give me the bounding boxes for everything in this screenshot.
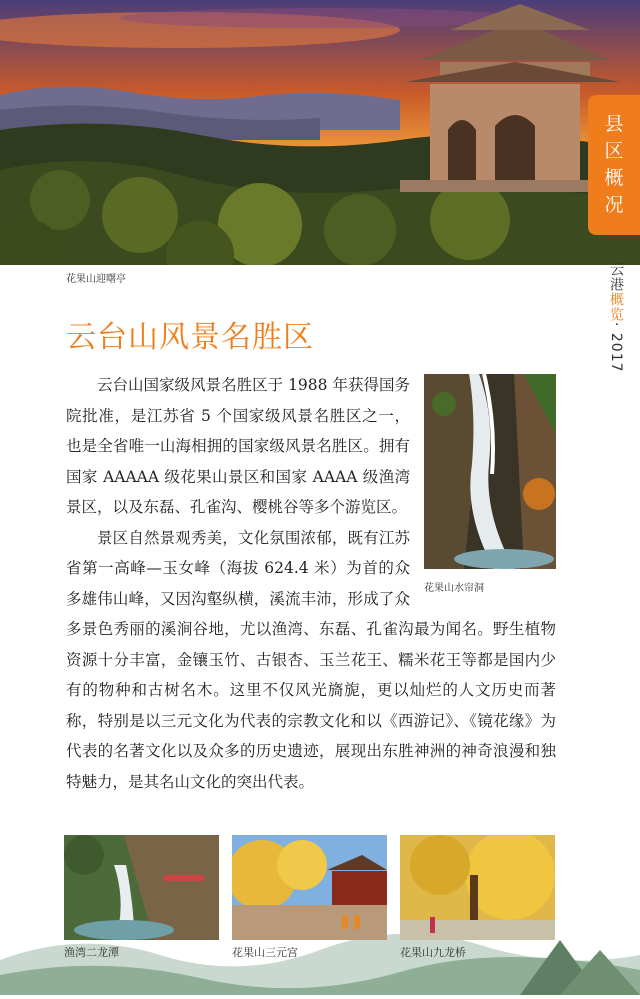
article-title: 云台山风景名胜区 — [66, 320, 314, 355]
hero-photo — [0, 0, 640, 265]
section-tab-char: 概 — [604, 167, 624, 189]
waterfall-photo-graphic — [424, 374, 556, 569]
thumbnail-erlongtan — [64, 835, 219, 940]
thumbnail-graphic — [64, 835, 219, 940]
article-paragraph: 云台山国家级风景名胜区于 1988 年获得国务院批准，是江苏省 5 个国家级风景名胜区之一，也是全省唯一山海相拥的国家级风景名胜区。拥有国家 AAAAA 级花果山景区和国家 AAAA 级渔湾景区，以及东磊、孔雀沟、樱桃谷等多个游览区。 — [66, 376, 410, 516]
thumbnail-jiulongqiao — [400, 835, 555, 940]
running-header-part: 云港 — [608, 262, 624, 292]
thumbnail-caption: 花果山九龙桥 — [400, 946, 466, 959]
waterfall-photo-caption: 花果山水帘洞 — [424, 583, 484, 594]
thumbnail-caption: 渔湾二龙潭 — [64, 946, 119, 959]
article-paragraph: 景区自然景观秀美，文化氛围浓郁，既有江苏省第一高峰—玉女峰（海拔 624.4 米）为首的众多雄伟山峰，又因沟壑纵横，溪流丰沛，形成了众多景色秀丽的溪涧谷地，尤以渔湾、东磊、孔雀沟最为闻名。野生植物资源十分丰富，金镶玉竹、古银杏、玉兰花王、糯米花王等都是国内少有的物种和古树名木。这里不仅风光旖旎，更以灿烂的人文历史而著称，特别是以三元文化为代表的宗教文化和以《西游记》、《镜花缘》为代表的名著文化以及众多的历史遗迹，展现出东胜神洲的神奇浪漫和独特魅力，是其名山文化的突出代表。 — [66, 528, 556, 791]
waterfall-photo — [424, 374, 556, 596]
section-tab — [588, 95, 640, 235]
running-header-year: · 2017 — [608, 322, 624, 373]
running-header-accent: 概览 — [608, 292, 624, 322]
hero-caption: 花果山迎曙亭 — [66, 274, 126, 285]
thumbnail-sanyuangong — [232, 835, 387, 940]
thumbnail-caption: 花果山三元宫 — [232, 946, 298, 959]
thumbnail-graphic — [232, 835, 387, 940]
thumbnail-graphic — [400, 835, 555, 940]
section-tab-char: 区 — [604, 140, 624, 162]
article-body — [66, 370, 556, 797]
section-tab-char: 县 — [604, 113, 624, 135]
running-header — [606, 262, 626, 373]
hero-photo-graphic — [0, 0, 640, 265]
section-tab-char: 况 — [604, 194, 624, 216]
